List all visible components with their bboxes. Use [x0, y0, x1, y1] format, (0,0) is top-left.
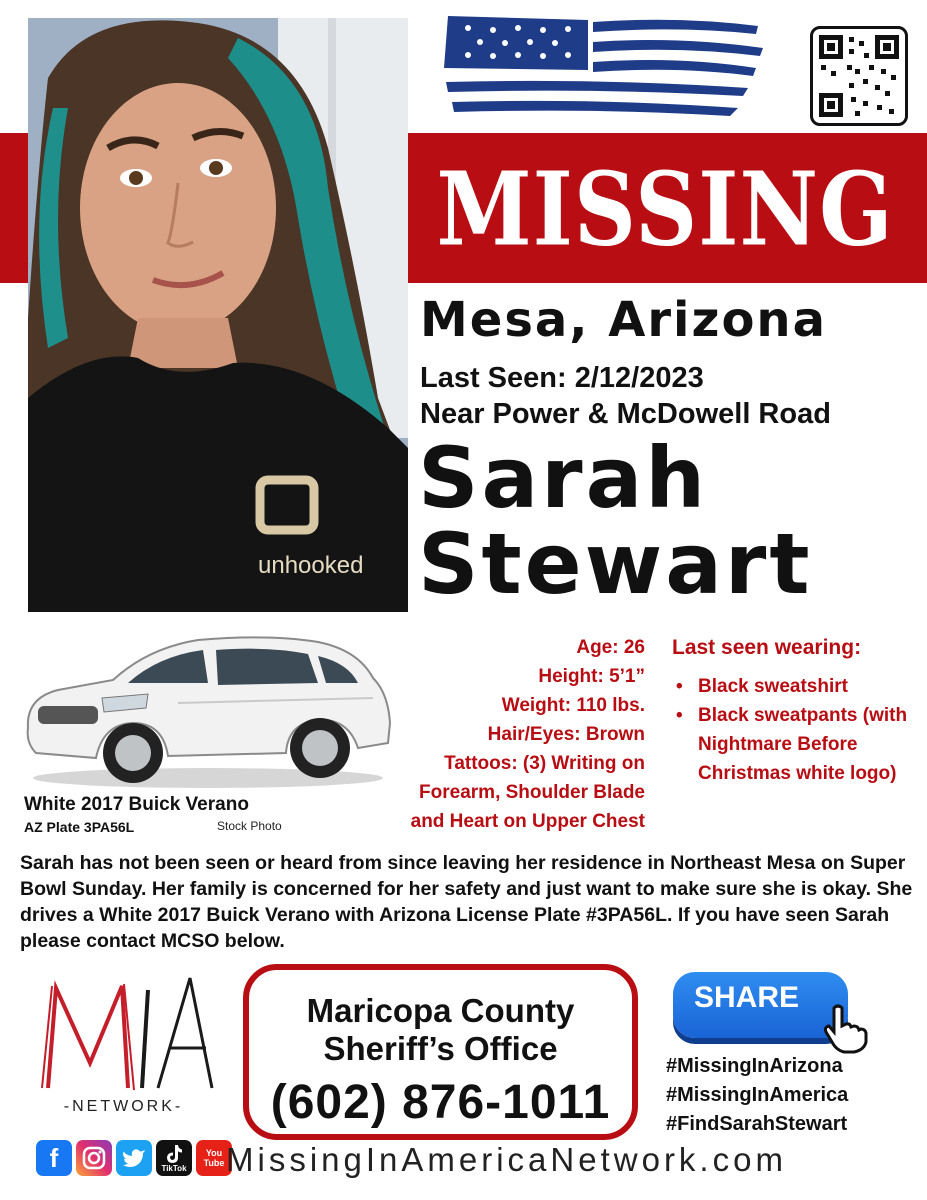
stat-line: Age: 26 [576, 637, 645, 658]
contact-phone[interactable]: (602) 876-1011 [270, 1076, 611, 1129]
contact-org-line2: Sheriff’s Office [323, 1030, 558, 1067]
stock-photo-note: Stock Photo [217, 819, 282, 833]
stat-line: Forearm, Shoulder Blade [419, 782, 645, 803]
last-seen-date: Last Seen: 2/12/2023 [420, 362, 704, 394]
shirt-logo-text: unhooked [258, 552, 364, 579]
stat-line: Hair/Eyes: Brown [487, 724, 645, 745]
last-name: Stewart [418, 515, 813, 613]
clothing-item: • Black sweatshirt [672, 672, 922, 701]
person-name [418, 429, 918, 613]
vehicle-photo [18, 628, 393, 793]
vehicle-label: White 2017 Buick Verano [24, 794, 249, 815]
clothing-heading: Last seen wearing: [672, 636, 862, 659]
vehicle-plate: AZ Plate 3PA56L [24, 819, 135, 835]
clothing-list [672, 672, 922, 788]
instagram-icon[interactable] [76, 1140, 112, 1176]
contact-org-line1: Maricopa County [306, 992, 575, 1029]
american-flag-graphic [438, 8, 768, 126]
facebook-icon[interactable]: f [36, 1140, 72, 1176]
stat-line: Weight: 110 lbs. [501, 695, 645, 716]
website-url[interactable]: MissingInAmericaNetwork.com [226, 1141, 787, 1178]
twitter-icon[interactable] [116, 1140, 152, 1176]
missing-location: Mesa, Arizona [420, 292, 827, 348]
last-seen-block [420, 360, 910, 432]
last-seen-place: Near Power & McDowell Road [420, 398, 831, 430]
mia-network-text: -NETWORK- [63, 1098, 184, 1115]
share-button[interactable]: SHARE [673, 972, 848, 1038]
contact-box [243, 964, 638, 1140]
hashtag[interactable]: #FindSarahStewart [666, 1113, 848, 1135]
mia-logo-letters: MIA [30, 953, 60, 972]
social-icons [36, 1140, 232, 1180]
stat-line: Tattoos: (3) Writing on [444, 753, 645, 774]
person-stats [360, 633, 645, 836]
stat-line: Height: 5’1” [538, 666, 645, 687]
hashtag[interactable]: #MissingInAmerica [666, 1084, 849, 1106]
first-name: Sarah [418, 429, 709, 527]
cursor-hand-icon [820, 1002, 872, 1054]
clothing-section [672, 633, 922, 788]
missing-person-photo [28, 18, 408, 612]
case-description: Sarah has not been seen or heard from since leaving her residence in Northeast Mesa on Super Bowl Sunday. Her family is concerned for her safety and just want to make sure she is okay. She drives a White 2017 Buick Verano with Arizona License Plate #3PA56L. If you have seen Sarah please contact MCSO below. [20, 852, 913, 952]
hashtags [666, 1052, 848, 1139]
missing-headline: MISSING [436, 149, 894, 269]
contact-org [249, 992, 632, 1068]
clothing-item: • Black sweatpants (with Nightmare Before Christmas white logo) [672, 701, 922, 788]
tiktok-icon[interactable]: TikTok [156, 1140, 192, 1176]
stat-line: and Heart on Upper Chest [410, 811, 645, 832]
qr-code[interactable] [810, 26, 908, 126]
hashtag[interactable]: #MissingInArizona [666, 1055, 843, 1077]
youtube-icon[interactable]: You Tube [196, 1140, 232, 1176]
